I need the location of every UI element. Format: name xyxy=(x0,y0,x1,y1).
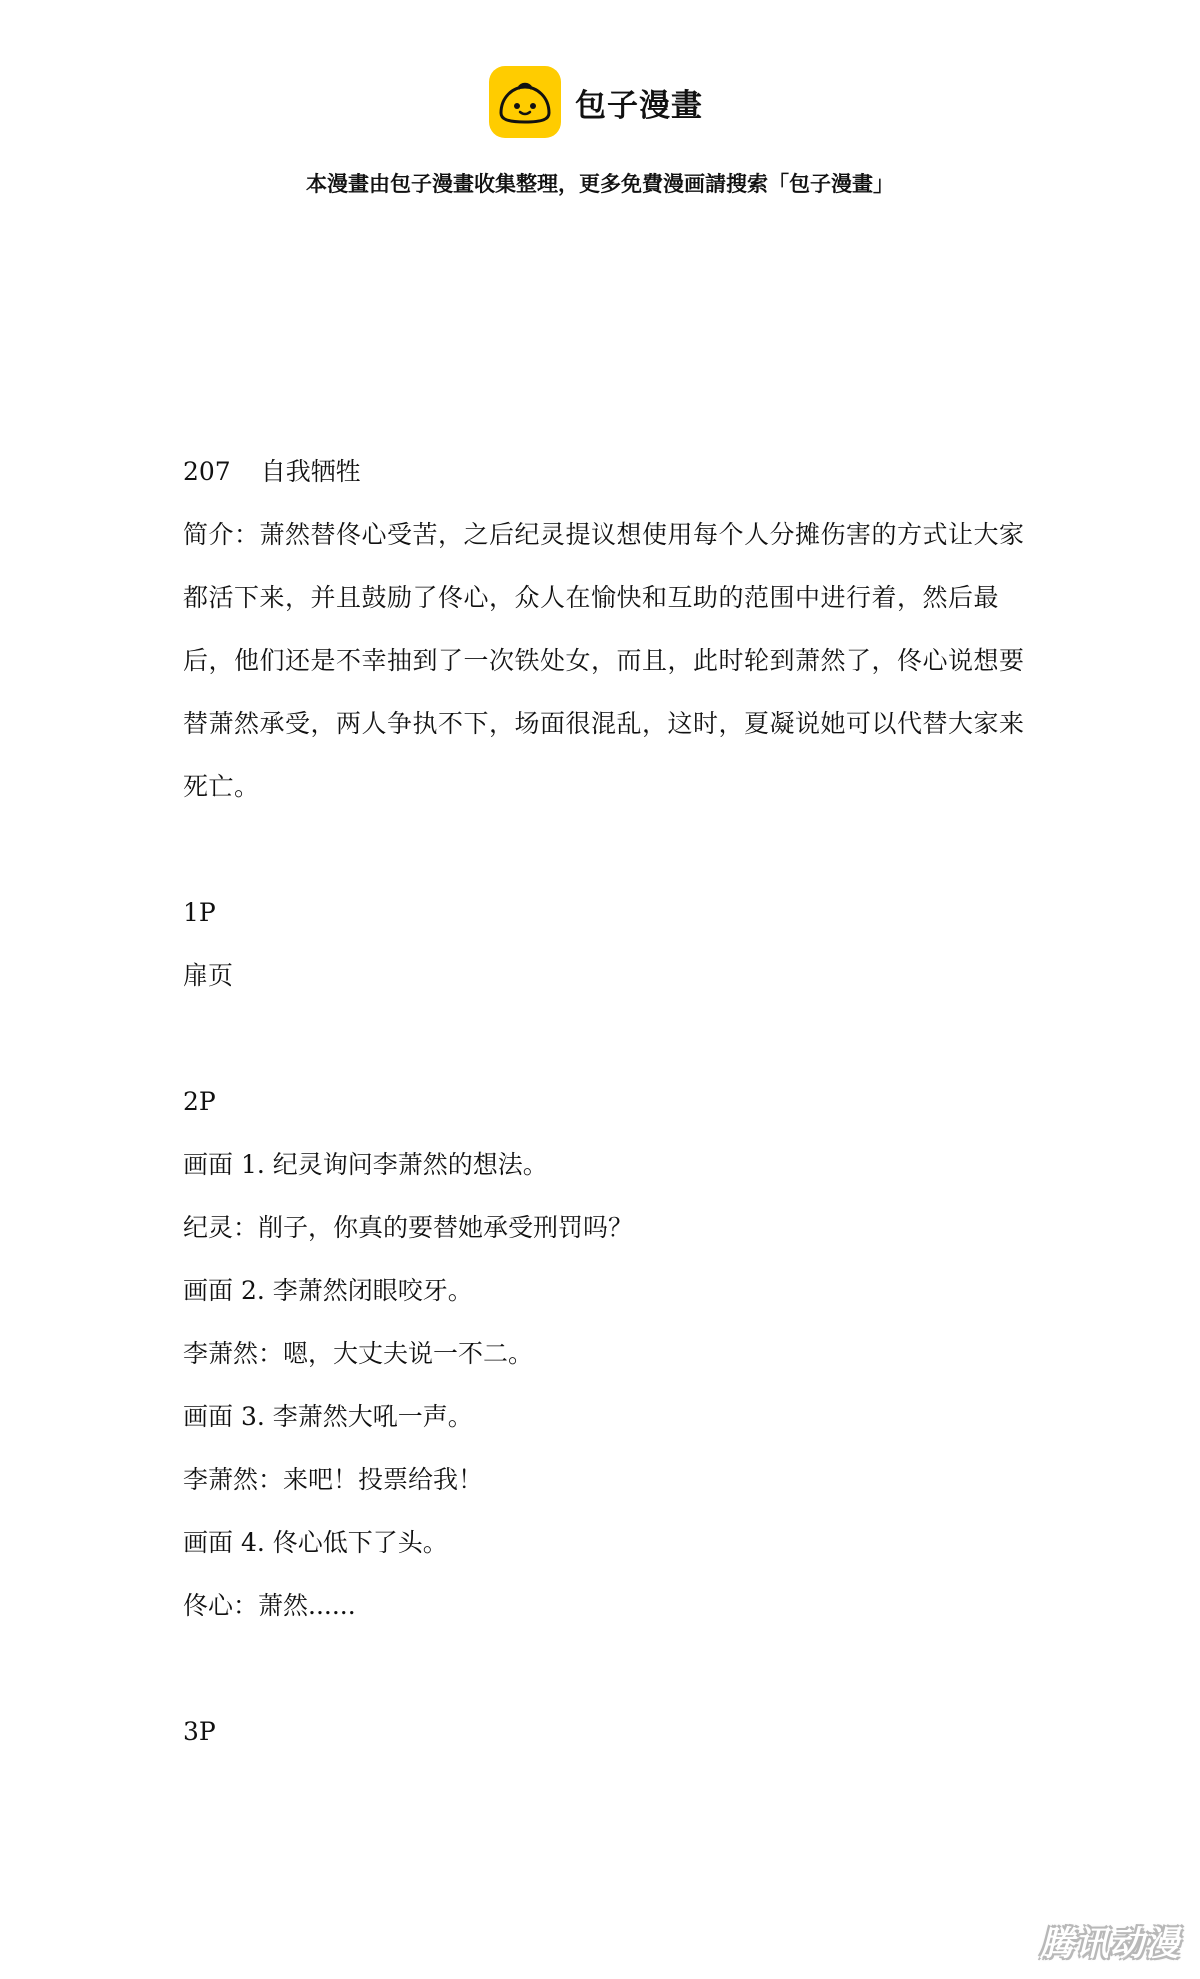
page-label: 3P xyxy=(183,1717,216,1746)
spacer xyxy=(183,1637,1033,1700)
script-line: 李萧然：嗯，大丈夫说一不二。 xyxy=(183,1339,534,1368)
page-label: 2P xyxy=(183,1087,216,1116)
script-line: 扉页 xyxy=(183,961,234,990)
chapter-number: 207 xyxy=(183,457,231,486)
brand-name: 包子漫畫 xyxy=(575,87,703,124)
chapter-summary: 简介：萧然替佟心受苦，之后纪灵提议想使用每个人分摊伤害的方式让大家都活下来，并且鼓励了佟心，众人在愉快和互助的范围中进行着，然后最后，他们还是不幸抽到了一次铁处女，而且，此时轮到萧然了，佟心说想要替萧然承受，两人争执不下，场面很混乱，这时，夏凝说她可以代替大家来死亡。 xyxy=(183,520,1025,801)
spacer xyxy=(183,818,1033,881)
spacer xyxy=(183,1007,1033,1070)
script-line: 纪灵：削子，你真的要替她承受刑罚吗？ xyxy=(183,1213,634,1242)
page-label: 1P xyxy=(183,898,216,927)
script-line: 画面 4. 佟心低下了头。 xyxy=(183,1528,448,1557)
script-line: 画面 3. 李萧然大吼一声。 xyxy=(183,1402,473,1431)
bun-face-icon xyxy=(489,66,561,138)
script-line: 佟心：萧然...... xyxy=(183,1591,356,1620)
brand-row xyxy=(0,66,1200,138)
chapter-title xyxy=(183,440,1033,503)
bun-face-graphic xyxy=(497,79,553,125)
script-line: 李萧然：来吧！投票给我！ xyxy=(183,1465,484,1494)
collection-notice: 本漫畫由包子漫畫收集整理，更多免費漫画請搜索「包子漫畫」 xyxy=(306,172,894,196)
chapter-name: 自我牺牲 xyxy=(260,457,361,486)
header xyxy=(0,66,1200,198)
script-line: 画面 1. 纪灵询问李萧然的想法。 xyxy=(183,1150,548,1179)
script-line: 画面 2. 李萧然闭眼咬牙。 xyxy=(183,1276,473,1305)
watermark-logo: 腾讯动漫 xyxy=(1040,1924,1180,1964)
script-document xyxy=(183,440,1033,1763)
